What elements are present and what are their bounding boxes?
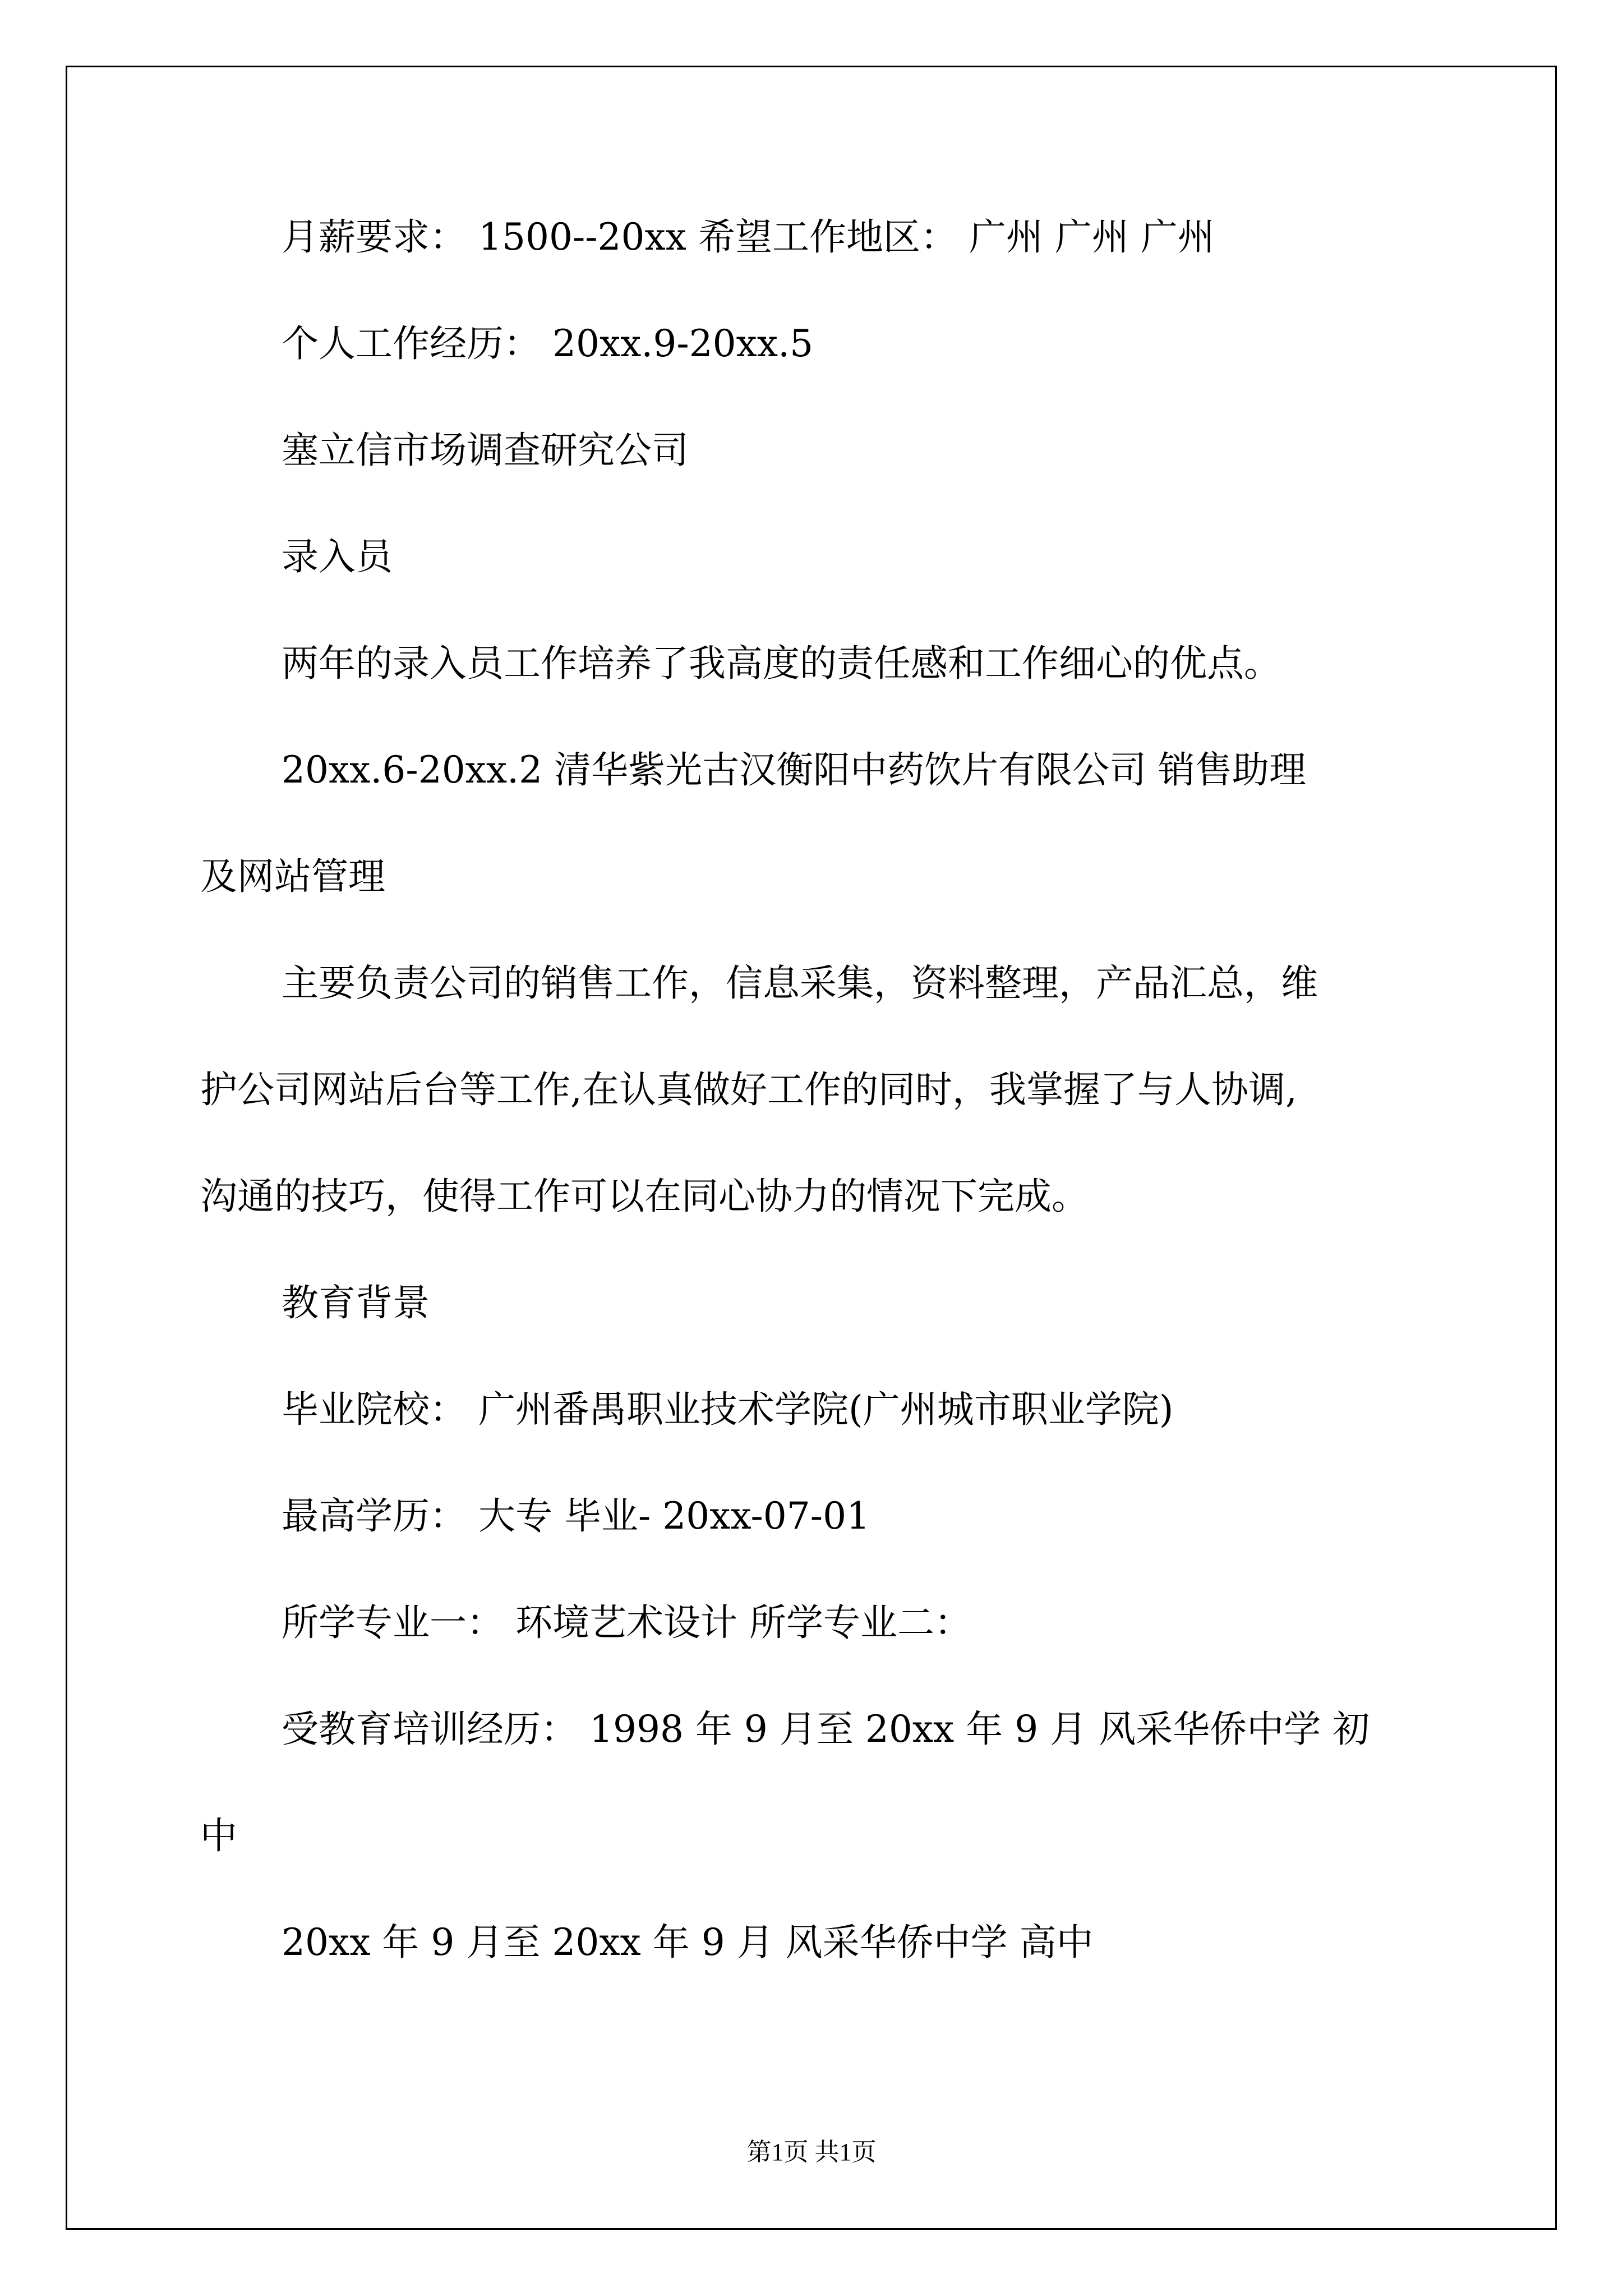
page-number-footer: 第1页 共1页 xyxy=(746,2138,877,2166)
high-school-line: 20xx 年 9 月至 20xx 年 9 月 风采华侨中学 高中 xyxy=(282,1921,1094,1964)
education-heading: 教育背景 xyxy=(282,1281,430,1324)
duties-line-1: 主要负责公司的销售工作，信息采集，资料整理，产品汇总，维 xyxy=(282,961,1318,1005)
work-experience-period-line: 个人工作经历： 20xx.9-20xx.5 xyxy=(282,322,814,365)
job-title-line: 录入员 xyxy=(282,535,393,578)
page-border xyxy=(66,66,1557,2230)
duties-line-2: 护公司网站后台等工作,在认真做好工作的同时，我掌握了与人协调, xyxy=(200,1068,1297,1111)
salary-expectation-line: 月薪要求： 1500--20xx 希望工作地区： 广州 广州 广州 xyxy=(282,215,1215,259)
training-history-line-continued: 中 xyxy=(200,1814,237,1857)
graduate-school-line: 毕业院校： 广州番禺职业技术学院(广州城市职业学院) xyxy=(282,1388,1174,1431)
training-history-line: 受教育培训经历： 1998 年 9 月至 20xx 年 9 月 风采华侨中学 初 xyxy=(282,1708,1370,1751)
major-line: 所学专业一： 环境艺术设计 所学专业二： xyxy=(282,1601,971,1644)
highest-degree-line: 最高学历： 大专 毕业- 20xx-07-01 xyxy=(282,1494,870,1538)
job-summary-line: 两年的录入员工作培养了我高度的责任感和工作细心的优点。 xyxy=(282,642,1281,685)
company-name-line: 塞立信市场调查研究公司 xyxy=(282,429,689,472)
second-job-line-continued: 及网站管理 xyxy=(200,855,385,898)
second-job-line: 20xx.6-20xx.2 清华紫光古汉衡阳中药饮片有限公司 销售助理 xyxy=(282,748,1307,792)
duties-line-3: 沟通的技巧，使得工作可以在同心协力的情况下完成。 xyxy=(200,1175,1089,1218)
